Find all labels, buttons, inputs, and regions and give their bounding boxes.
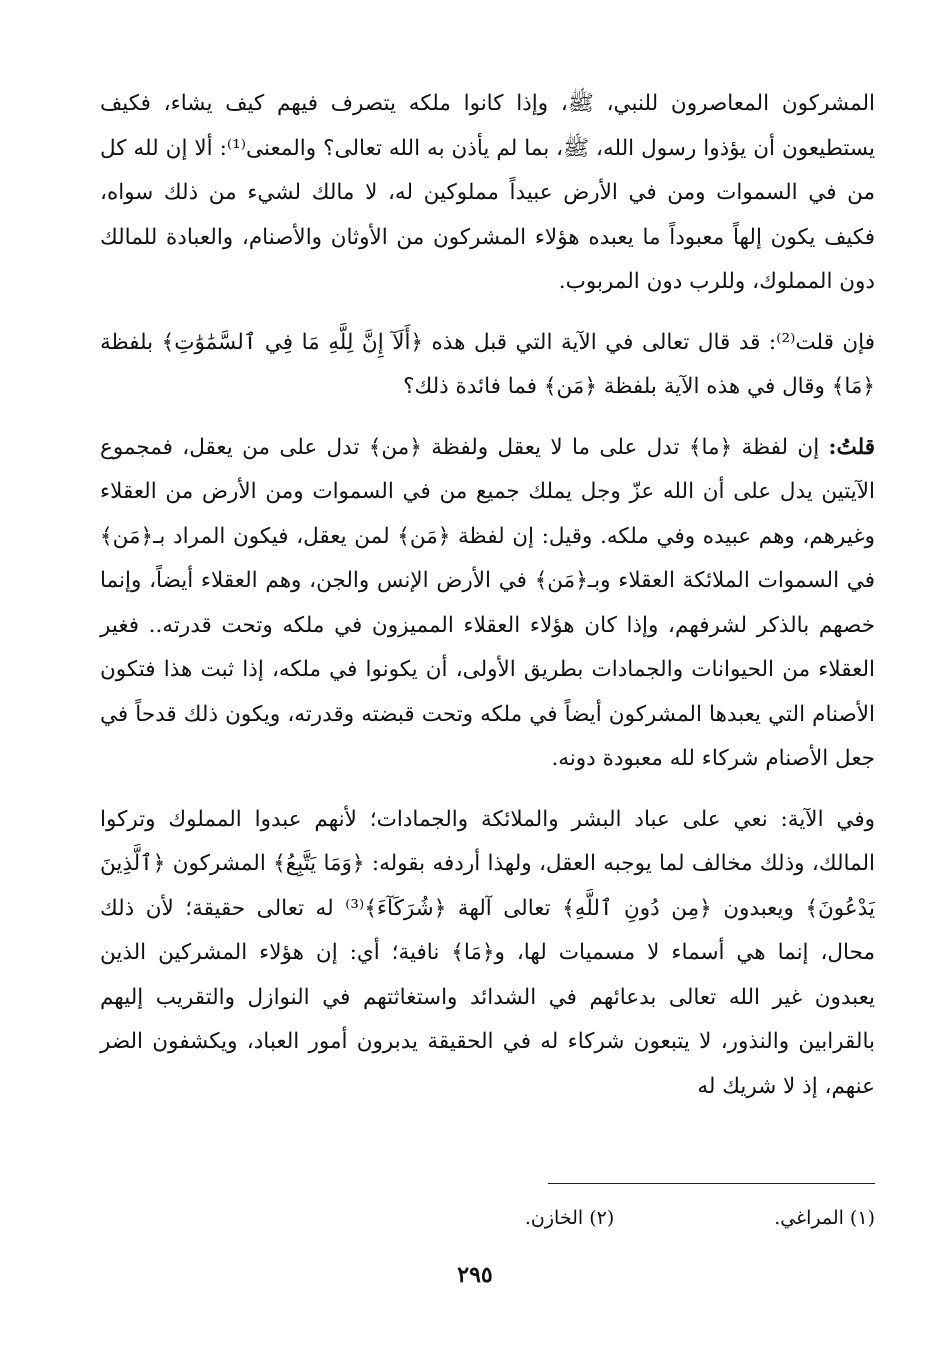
paragraph-1: المشركون المعاصرون للنبي، ﷺ، وإذا كانوا ملكه يتصرف فيهم كيف يشاء، فكيف يستطيعون أن يؤذوا رسول الله، ﷺ، بما لم يأذن به الله تعالى؟ والمعنى⁽¹⁾: ألا إن لله كل من في السموات ومن في الأرض عبيداً مملوكين له، لا مالك لشيء من ذلك سواه، فكيف يكون إلهاً معبوداً ما يعبده هؤلاء المشركون من الأوثان والأصنام، والعبادة للمالك دون المملوك، وللرب دون المربوب. bbox=[100, 91, 875, 294]
paragraph-3-text: إن لفظة ﴿ما﴾ تدل على ما لا يعقل ولفظة ﴿من﴾ تدل على من يعقل، فمجموع الآيتين يدل على أن الله عزّ وجل يملك جميع من في السموات ومن الأرض من العقلاء وغيرهم، وهم عبيده وفي ملكه. وقيل: إن لفظة ﴿مَن﴾ لمن يعقل، فيكون المراد بـ﴿مَن﴾ في السموات الملائكة العقلاء وبـ﴿مَن﴾ في الأرض الإنس والجن، وهم العقلاء أيضاً، وإنما خصهم بالذكر لشرفهم، وإذا كان هؤلاء العقلاء المميزون في ملكه وتحت قدرته.. فغير العقلاء من الحيوانات والجمادات بطريق الأولى، أن يكونوا في ملكه، إذا ثبت هذا فتكون الأصنام التي يعبدها المشركون أيضاً في ملكه وتحت قبضته وقدرته، ويكون ذلك قدحاً في جعل الأصنام شركاء لله معبودة دونه. bbox=[100, 434, 875, 771]
page-body bbox=[100, 82, 875, 1109]
footnote-2: (٢) الخازن. bbox=[524, 1207, 615, 1229]
paragraph-3-lead: قلتُ: bbox=[828, 434, 875, 460]
page-number: ٢٩٥ bbox=[457, 1262, 493, 1288]
paragraph-4: وفي الآية: نعي على عباد البشر والملائكة والجمادات؛ لأنهم عبدوا المملوك وتركوا المالك، وذلك مخالف لما يوجبه العقل، ولهذا أردفه بقوله: ﴿وَمَا يَتَّبِعُ﴾ المشركون ﴿ٱلَّذِينَ يَدْعُونَ﴾ ويعبدون ﴿مِن دُونِ ٱللَّهِ﴾ تعالى آلهة ﴿شُرَكَآءَ﴾⁽³⁾ له تعالى حقيقة؛ لأن ذلك محال، إنما هي أسماء لا مسميات لها، و﴿مَا﴾ نافية؛ أي: إن هؤلاء المشركين الذين يعبدون غير الله تعالى بدعائهم في الشدائد واستغاثتهم في النوازل والتقريب إليهم بالقرابين والنذور، لا يتبعون شركاء له في الحقيقة يدبرون أمور العباد، ويكشفون الضر عنهم، إذ لا شريك له bbox=[100, 806, 876, 1099]
footnote-1: (١) المراغي. bbox=[774, 1207, 875, 1229]
paragraph-2: فإن قلت⁽²⁾: قد قال تعالى في الآية التي قبل هذه ﴿أَلَآ إِنَّ لِلَّهِ مَا فِي ٱلسَّمَٰوَٰتِ﴾ بلفظة ﴿مَا﴾ وقال في هذه الآية بلفظة ﴿مَن﴾ فما فائدة ذلك؟ bbox=[100, 329, 875, 399]
footnotes bbox=[300, 1203, 875, 1233]
paragraph-3 bbox=[100, 426, 875, 782]
footnote-divider bbox=[548, 1183, 875, 1184]
